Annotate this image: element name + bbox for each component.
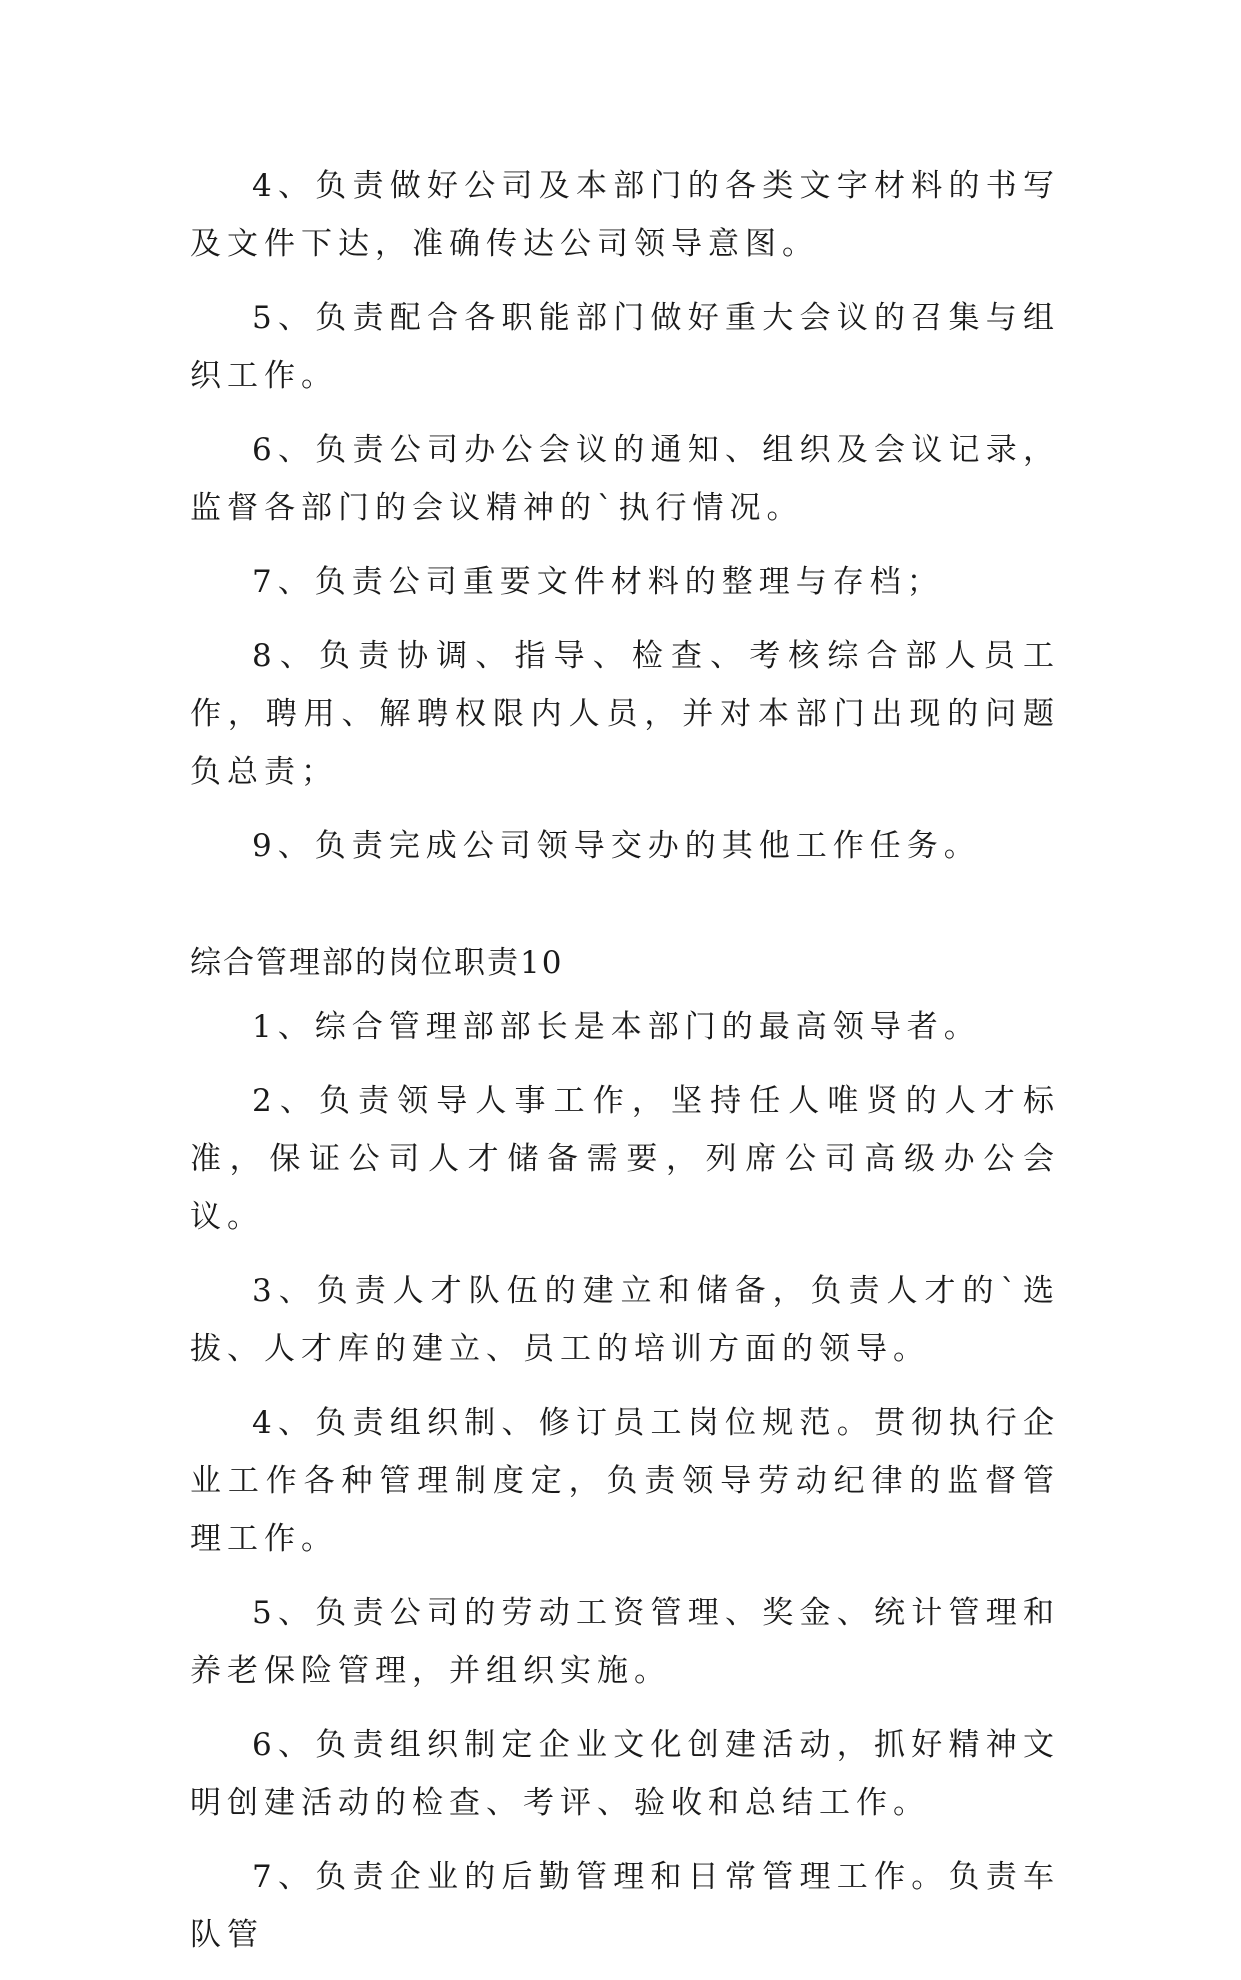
paragraph: 3、负责人才队伍的建立和储备，负责人才的`选拔、人才库的建立、员工的培训方面的领导。 xyxy=(190,1273,1060,1367)
paragraph: 4、负责组织制、修订员工岗位规范。贯彻执行企业工作各种管理制度定，负责领导劳动纪律的监督管理工作。 xyxy=(190,1405,1060,1557)
paragraph: 2、负责领导人事工作，坚持任人唯贤的人才标准，保证公司人才储备需要，列席公司高级办公会议。 xyxy=(190,1083,1060,1235)
document-body xyxy=(190,157,1060,1980)
paragraph: 7、负责企业的后勤管理和日常管理工作。负责车队管 xyxy=(190,1859,1060,1953)
paragraph: 1、综合管理部部长是本部门的最高领导者。 xyxy=(252,1009,981,1045)
paragraph: 8、负责协调、指导、检查、考核综合部人员工作，聘用、解聘权限内人员，并对本部门出现的问题负总责； xyxy=(190,638,1060,790)
paragraph: 5、负责公司的劳动工资管理、奖金、统计管理和养老保险管理，并组织实施。 xyxy=(190,1595,1060,1689)
paragraph: 6、负责组织制定企业文化创建活动，抓好精神文明创建活动的检查、考评、验收和总结工作。 xyxy=(190,1727,1060,1821)
paragraph: 7、负责公司重要文件材料的整理与存档； xyxy=(252,564,944,600)
paragraph: 4、负责做好公司及本部门的各类文字材料的书写及文件下达，准确传达公司领导意图。 xyxy=(190,168,1060,262)
paragraph: 5、负责配合各职能部门做好重大会议的召集与组织工作。 xyxy=(190,300,1060,394)
paragraph: 6、负责公司办公会议的通知、组织及会议记录，监督各部门的会议精神的`执行情况。 xyxy=(190,432,1060,526)
paragraph: 9、负责完成公司领导交办的其他工作任务。 xyxy=(252,828,981,864)
section-title: 综合管理部的岗位职责10 xyxy=(190,945,564,981)
